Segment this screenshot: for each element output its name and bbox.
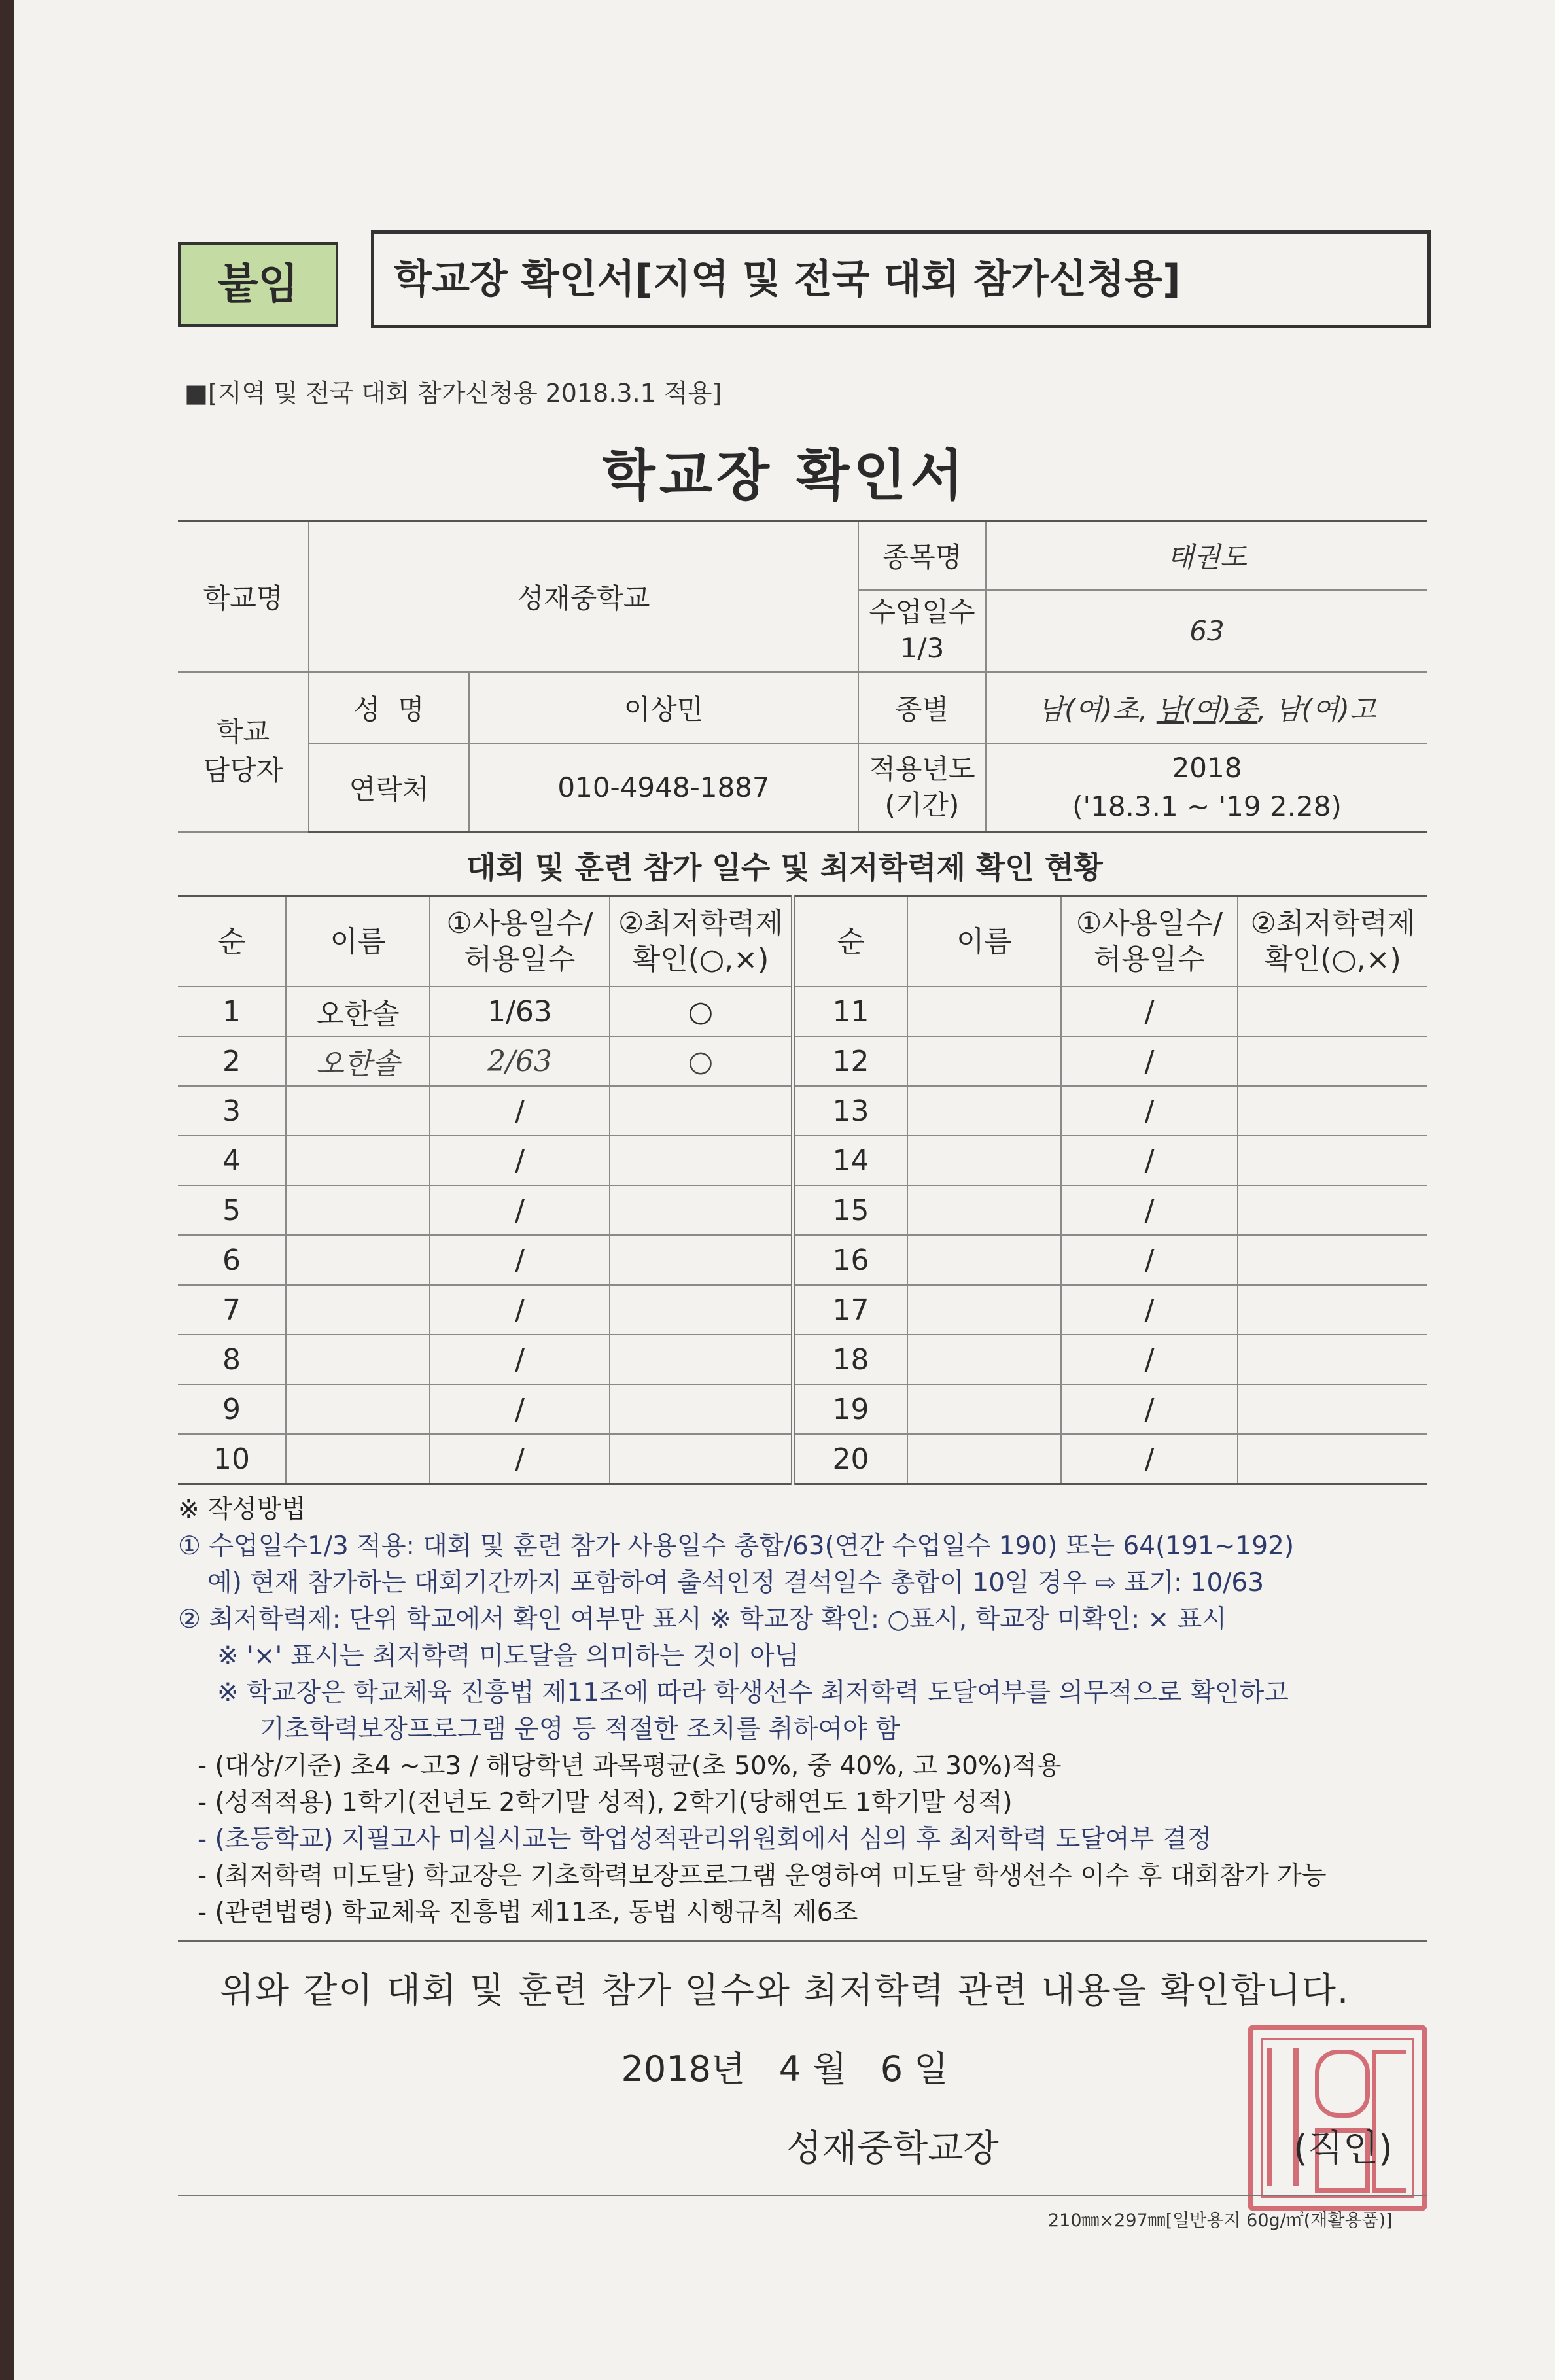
cell-confirm [1238,1185,1427,1235]
cell-used: / [1061,1136,1238,1185]
table-row [178,1384,1427,1434]
manager-label: 학교 담당자 [178,672,309,832]
cell-confirm [610,1086,793,1136]
detail-2: - (성적적용) 1학기(전년도 2학기말 성적), 2학기(당해연도 1학기말 성적) [198,1788,1013,1817]
cell-no: 18 [793,1335,907,1384]
header-confirm: ②최저학력제 확인(○,×) [610,896,793,987]
header-confirm: ②최저학력제 확인(○,×) [1238,896,1427,987]
cell-confirm [610,1434,793,1484]
confirmation-statement: 위와 같이 대회 및 훈련 참가 일수와 최저학력 관련 내용을 확인합니다. [219,1970,1350,2011]
cell-name [286,1335,430,1384]
manager-name-value: 이상민 [469,672,858,744]
contact-label: 연락처 [309,744,469,832]
cell-no: 16 [793,1235,907,1285]
cell-confirm [610,1185,793,1235]
cell-no: 10 [178,1434,286,1484]
header-name: 이름 [907,896,1061,987]
cell-name [907,1434,1061,1484]
cell-used: / [1061,987,1238,1036]
cell-no: 17 [793,1285,907,1335]
class-days-value: 63 [986,590,1427,672]
table-row [178,1136,1427,1185]
cell-no: 2 [178,1036,286,1086]
table-row [178,1335,1427,1384]
cell-used: / [1061,1235,1238,1285]
section-title: 대회 및 훈련 참가 일수 및 최저학력제 확인 현황 [466,850,1103,885]
cell-name [907,1136,1061,1185]
cell-no: 6 [178,1235,286,1285]
cell-confirm [610,1136,793,1185]
gender-value [986,672,1427,744]
cell-name [286,1235,430,1285]
instructions [178,1492,1434,1931]
cell-used: / [1061,1086,1238,1136]
gender-middle: 남(여)중 [1156,693,1258,726]
cell-confirm [610,1235,793,1285]
cell-no: 13 [793,1086,907,1136]
cell-name [907,1384,1061,1434]
cell-name [907,1036,1061,1086]
table-row [178,1434,1427,1484]
cell-used: 2/63 [430,1036,610,1086]
cell-name [907,1086,1061,1136]
cell-confirm: ○ [610,1036,793,1086]
cell-confirm [1238,1335,1427,1384]
cell-name: 오한솔 [286,1036,430,1086]
header-name: 이름 [286,896,430,987]
table-row [178,987,1427,1036]
cell-no: 7 [178,1285,286,1335]
cell-used: / [430,1086,610,1136]
table-row [178,1235,1427,1285]
seal-label: (직인) [1293,2127,1393,2170]
detail-1: - (대상/기준) 초4 ~고3 / 해당학년 과목평균(초 50%, 중 40%, 고 30%)적용 [198,1751,1062,1781]
cell-used: / [430,1235,610,1285]
cell-no: 15 [793,1185,907,1235]
cell-no: 12 [793,1036,907,1086]
cell-used: / [430,1285,610,1335]
cell-no: 14 [793,1136,907,1185]
cell-confirm [610,1335,793,1384]
cell-confirm [610,1285,793,1335]
cell-name [286,1434,430,1484]
cell-confirm [1238,1086,1427,1136]
cell-confirm [1238,1036,1427,1086]
participation-table [178,895,1427,1485]
cell-name [907,1235,1061,1285]
cell-used: / [1061,1185,1238,1235]
note-4b: 기초학력보장프로그램 운영 등 적절한 조치를 취하여야 함 [260,1715,900,1744]
gender-high: , 남(여)고 [1257,693,1376,726]
cell-name [286,1136,430,1185]
note-1a: ① 수업일수1/3 적용: 대회 및 훈련 참가 사용일수 총합/63(연간 수업일수 190) 또는 64(191~192) [178,1531,1295,1561]
gender-label: 종별 [858,672,986,744]
cell-name [286,1086,430,1136]
cell-confirm: ○ [610,987,793,1036]
table-row [178,1036,1427,1086]
cell-confirm [1238,1434,1427,1484]
table-row [178,1086,1427,1136]
cell-used: / [430,1434,610,1484]
paper-page [14,0,1555,2380]
cell-name [286,1185,430,1235]
year-label: 적용년도 (기간) [858,744,986,832]
manager-name-label: 성 명 [309,672,469,744]
detail-3: - (초등학교) 지필고사 미실시교는 학업성적관리위원회에서 심의 후 최저학력 도달여부 결정 [198,1825,1212,1854]
school-name-value: 성재중학교 [309,521,858,672]
attachment-badge: 붙임 [178,242,338,327]
header-used-days: ①사용일수/ 허용일수 [1061,896,1238,987]
cell-confirm [1238,1285,1427,1335]
cell-name: 오한솔 [286,987,430,1036]
class-days-label: 수업일수 1/3 [858,590,986,672]
notes-heading: ※ 작성방법 [178,1495,306,1524]
divider [178,1940,1427,1942]
official-seal-stamp [1248,2025,1427,2211]
cell-used: / [1061,1285,1238,1335]
school-name-label: 학교명 [178,521,309,672]
cell-used: / [430,1136,610,1185]
gender-elementary: 남(여)초, [1038,693,1157,726]
year-cell [986,744,1427,832]
cell-name [907,1185,1061,1235]
detail-5: - (관련법령) 학교체육 진흥법 제11조, 동법 시행규칙 제6조 [198,1898,858,1927]
cell-used: / [430,1384,610,1434]
cell-no: 4 [178,1136,286,1185]
cell-used: / [430,1335,610,1384]
cell-no: 8 [178,1335,286,1384]
note-2: ② 최저학력제: 단위 학교에서 확인 여부만 표시 ※ 학교장 확인: ○표시, 학교장 미확인: × 표시 [178,1605,1227,1634]
cell-no: 9 [178,1384,286,1434]
sport-value: 태권도 [986,521,1427,590]
cell-name [286,1384,430,1434]
cell-used: / [430,1185,610,1235]
cell-confirm [1238,1136,1427,1185]
year-period: ('18.3.1 ~ '19 2.28) [1072,790,1342,822]
cell-confirm [1238,987,1427,1036]
principal-signature: 성재중학교장 [786,2127,999,2170]
header-no: 순 [178,896,286,987]
table-row [178,1285,1427,1335]
cell-no: 20 [793,1434,907,1484]
cell-name [907,1335,1061,1384]
issue-date: 2018년 4 월 6 일 [621,2048,949,2090]
cell-used: / [1061,1335,1238,1384]
page-title: 학교장 확인서 [602,444,968,508]
table-row [178,1185,1427,1235]
cell-used: / [1061,1434,1238,1484]
cell-no: 5 [178,1185,286,1235]
detail-4: - (최저학력 미도달) 학교장은 기초학력보장프로그램 운영하여 미도달 학생선수 이수 후 대회참가 가능 [198,1861,1327,1891]
cell-name [907,987,1061,1036]
contact-value: 010-4948-1887 [469,744,858,832]
cell-no: 3 [178,1086,286,1136]
cell-confirm [1238,1384,1427,1434]
header-used-days: ①사용일수/ 허용일수 [430,896,610,987]
cell-name [286,1285,430,1335]
note-4a: ※ 학교장은 학교체육 진흥법 제11조에 따라 학생선수 최저학력 도달여부를 의무적으로 확인하고 [217,1678,1289,1707]
cell-name [907,1285,1061,1335]
header-no: 순 [793,896,907,987]
info-table [178,520,1427,833]
cell-used: 1/63 [430,987,610,1036]
sport-label: 종목명 [858,521,986,590]
form-subtitle: ■[지역 및 전국 대회 참가신청용 2018.3.1 적용] [184,379,722,408]
cell-used: / [1061,1036,1238,1086]
note-3: ※ '×' 표시는 최저학력 미도달을 의미하는 것이 아님 [217,1641,799,1671]
cell-confirm [1238,1235,1427,1285]
header-title: 학교장 확인서[지역 및 전국 대회 참가신청용] [371,230,1431,328]
cell-no: 1 [178,987,286,1036]
cell-confirm [610,1384,793,1434]
paper-spec-footer: 210㎜×297㎜[일반용지 60g/㎡(재활용품)] [1048,2211,1393,2231]
cell-no: 19 [793,1384,907,1434]
cell-no: 11 [793,987,907,1036]
cell-used: / [1061,1384,1238,1434]
divider [178,2195,1427,2196]
year-value: 2018 [1172,751,1242,784]
note-1b: 예) 현재 참가하는 대회기간까지 포함하여 출석인정 결석일수 총합이 10일 경우 ⇨ 표기: 10/63 [207,1568,1265,1598]
